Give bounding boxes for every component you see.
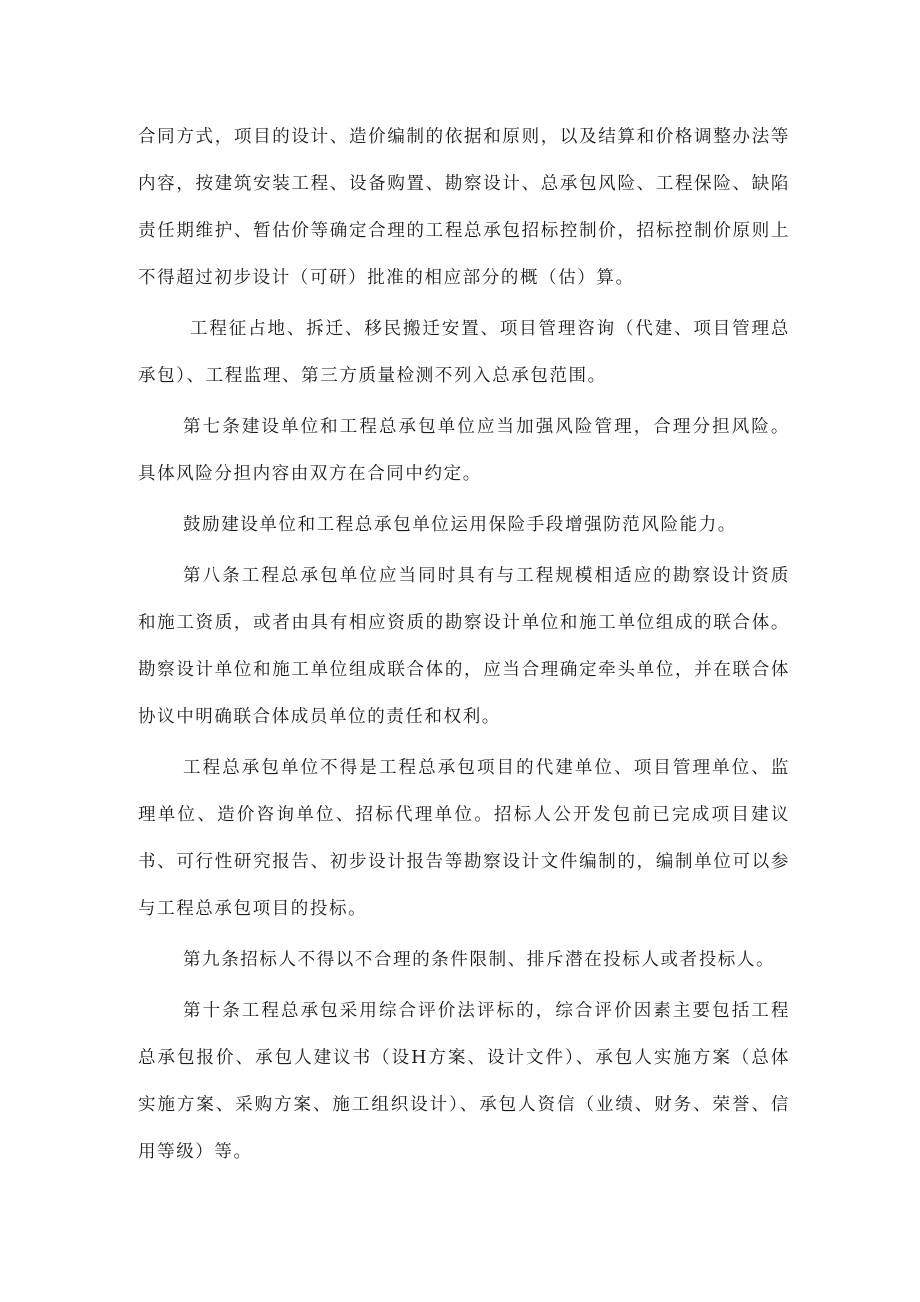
- paragraph-exclusions: 工程征占地、拆迁、移民搬迁安置、项目管理咨询（代建、项目管理总承包）、工程监理、第三方质量检测不列入总承包范围。: [138, 319, 790, 386]
- paragraph-article-9: 第九条招标人不得以不合理的条件限制、排斥潜在投标人或者投标人。: [183, 950, 776, 970]
- paragraph-article-10: 第十条工程总承包采用综合评价法评标的，综合评价因素主要包括工程总承包报价、承包人建议书（设H方案、设计文件）、承包人实施方案（总体实施方案、采购方案、施工组织设计）、承包人资信（业绩、财务、荣誉、信用等级）等。: [138, 1001, 790, 1162]
- paragraph-insurance: 鼓励建设单位和工程总承包单位运用保险手段增强防范风险能力。: [183, 515, 737, 535]
- paragraph-article-7: 第七条建设单位和工程总承包单位应当加强风险管理，合理分担风险。具体风险分担内容由双方在合同中约定。: [138, 417, 790, 484]
- document-body: [138, 114, 790, 1180]
- paragraph-contract-method: 合同方式，项目的设计、造价编制的依据和原则，以及结算和价格调整办法等内容，按建筑安装工程、设备购置、勘察设计、总承包风险、工程保险、缺陷责任期维护、暂估价等确定合理的工程总承包招标控制价，招标控制价原则上不得超过初步设计（可研）批准的相应部分的概（估）算。: [138, 127, 790, 288]
- paragraph-article-8: 第八条工程总承包单位应当同时具有与工程规模相适应的勘察设计资质和施工资质，或者由具有相应资质的勘察设计单位和施工单位组成的联合体。勘察设计单位和施工单位组成联合体的，应当合理确定牵头单位，并在联合体协议中明确联合体成员单位的责任和权利。: [138, 566, 790, 727]
- paragraph-contractor-restrictions: 工程总承包单位不得是工程总承包项目的代建单位、项目管理单位、监理单位、造价咨询单位、招标代理单位。招标人公开发包前已完成项目建议书、可行性研究报告、初步设计报告等勘察设计文件编制的，编制单位可以参与工程总承包项目的投标。: [138, 758, 790, 919]
